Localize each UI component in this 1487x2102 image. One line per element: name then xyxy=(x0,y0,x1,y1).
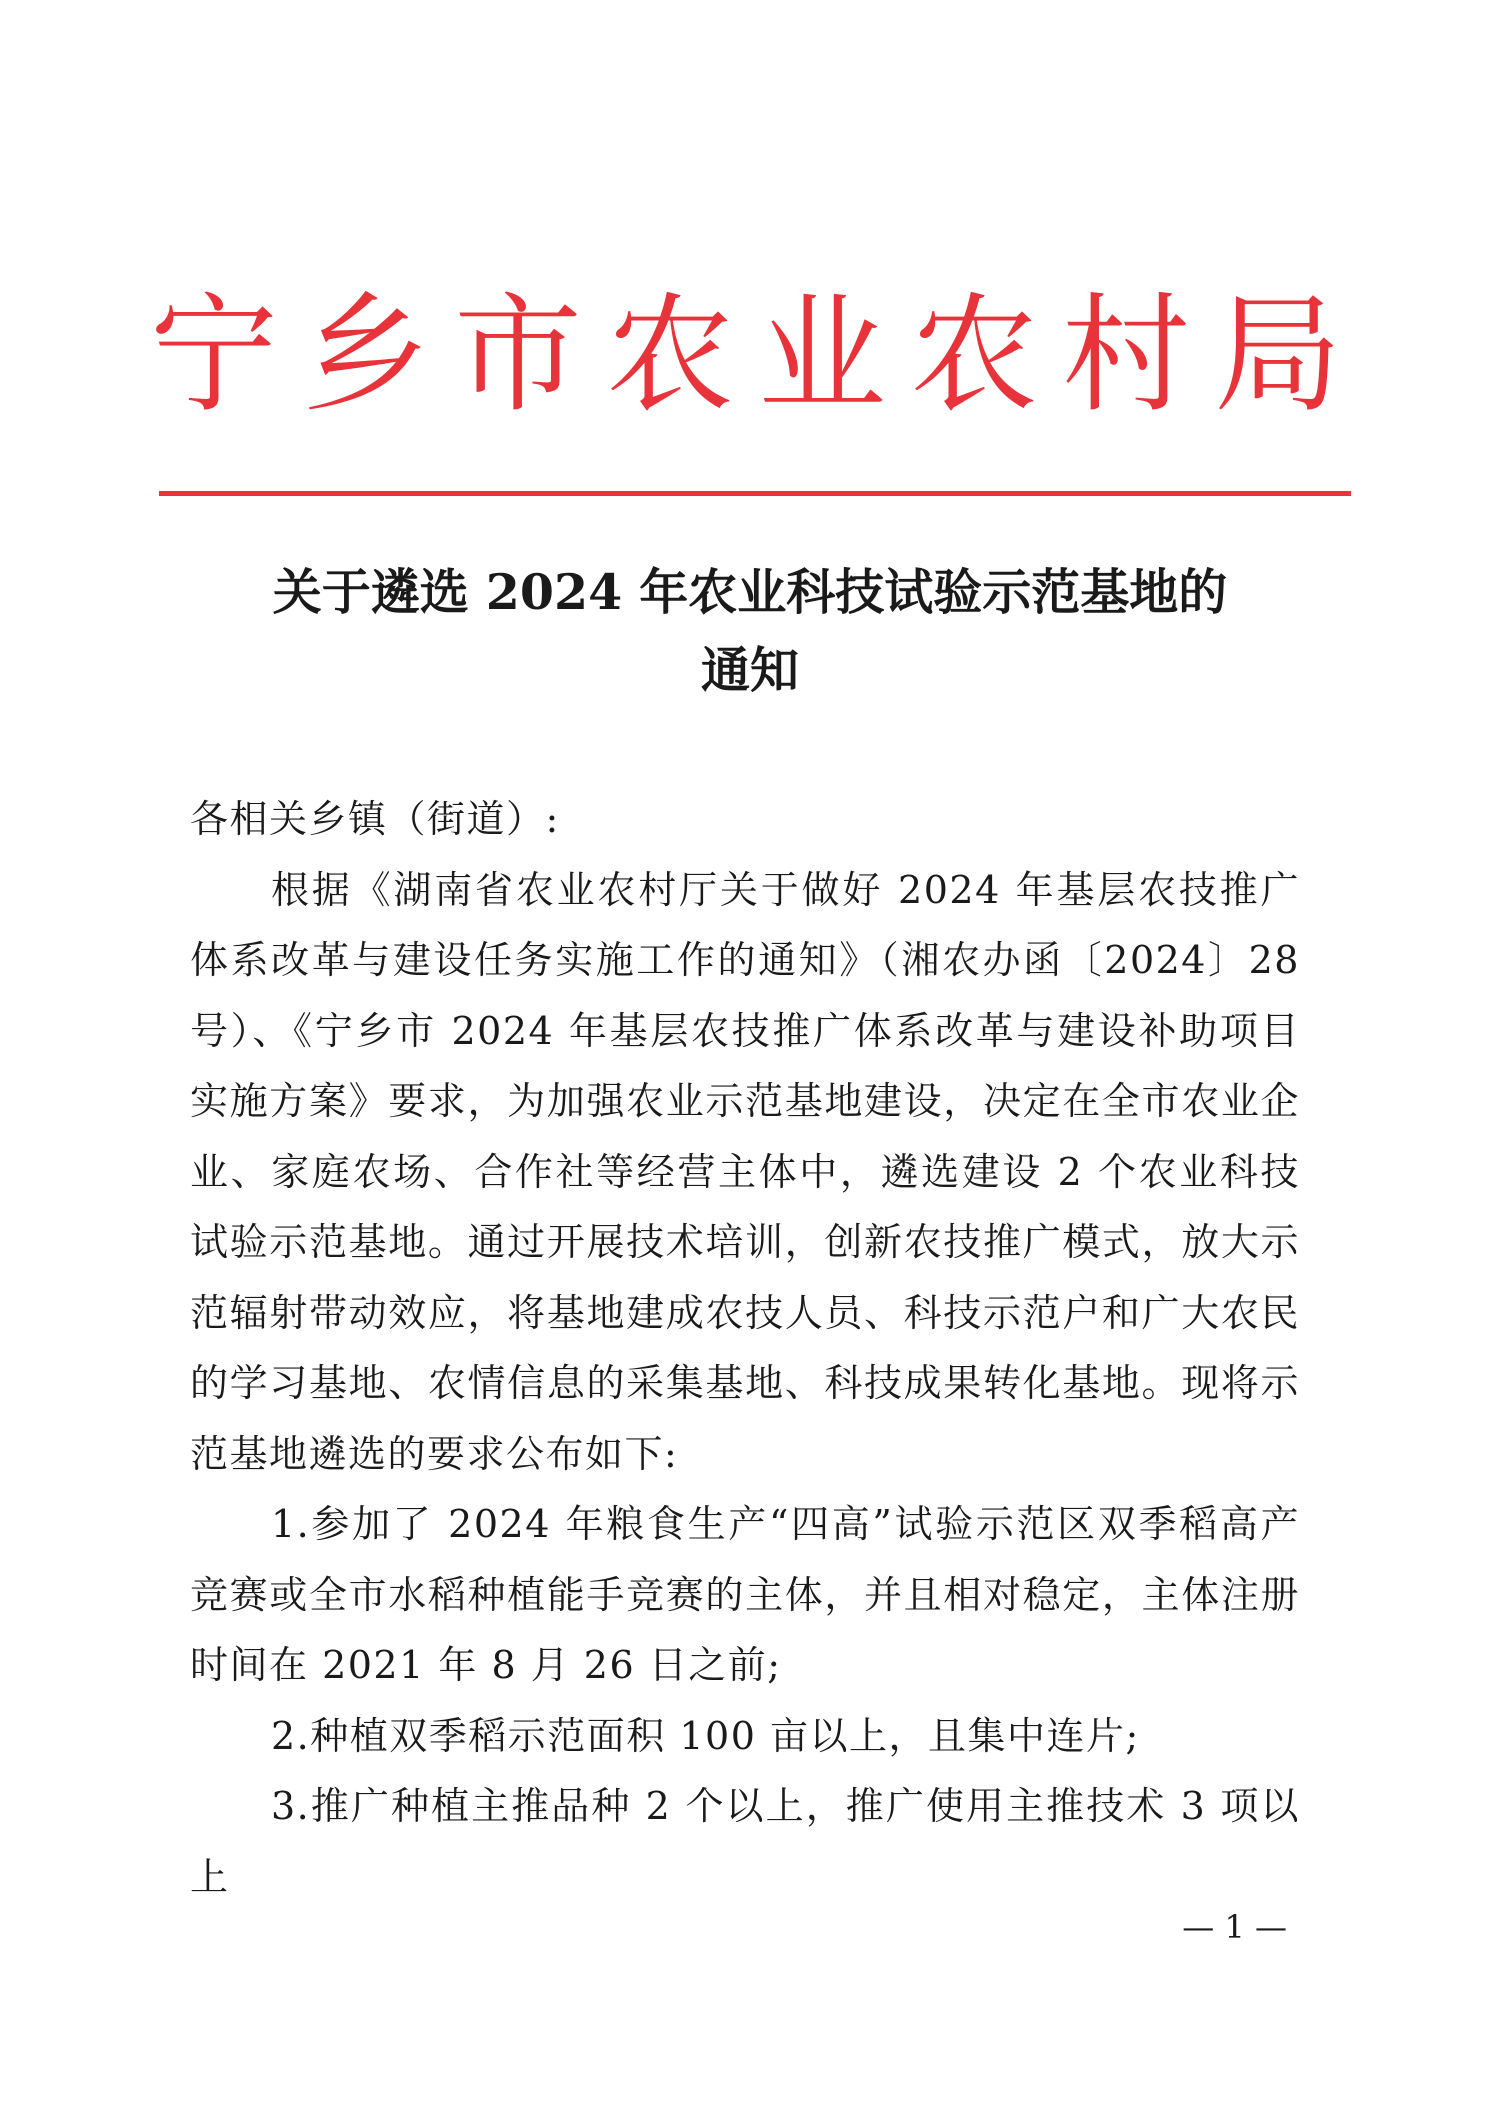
salutation: 各相关乡镇（街道）: xyxy=(190,797,560,841)
document-title-line-1: 关于遴选 2024 年农业科技试验示范基地的 xyxy=(272,563,1228,621)
document-body xyxy=(190,784,1300,1912)
document-title-line-2: 通知 xyxy=(700,641,799,699)
requirement-item-2: 2.种植双季稻示范面积 100 亩以上，且集中连片; xyxy=(271,1713,1140,1758)
requirement-item-3: 3.推广种植主推品种 2 个以上，推广使用主推技术 3 项以上 xyxy=(190,1784,1300,1899)
intro-paragraph: 根据《湖南省农业农村厅关于做好 2024 年基层农技推广体系改革与建设任务实施工作的通知》（湘农办函〔2024〕28 号）、《宁乡市 2024 年基层农技推广体系改革与建设补助项目实施方案》要求，为加强农业示范基地建设，决定在全市农业企业、家庭农场、合作社等经营主体中，遴选建设 2 个农业科技试验示范基地。通过开展技术培训，创新农技推广模式，放大示范辐射带动效应，将基地建成农技人员、科技示范户和广大农民的学习基地、农情信息的采集基地、科技成果转化基地。现将示范基地遴选的要求公布如下: xyxy=(190,867,1300,1476)
requirement-item-1: 1.参加了 2024 年粮食生产“四高”试验示范区双季稻高产竞赛或全市水稻种植能手竞赛的主体，并且相对稳定，主体注册时间在 2021 年 8 月 26 日之前; xyxy=(190,1502,1300,1687)
page-number: — 1 — xyxy=(1182,1908,1287,1946)
red-separator-line xyxy=(159,491,1351,496)
issuer-header: 宁乡市农业农村局 xyxy=(150,281,1367,430)
